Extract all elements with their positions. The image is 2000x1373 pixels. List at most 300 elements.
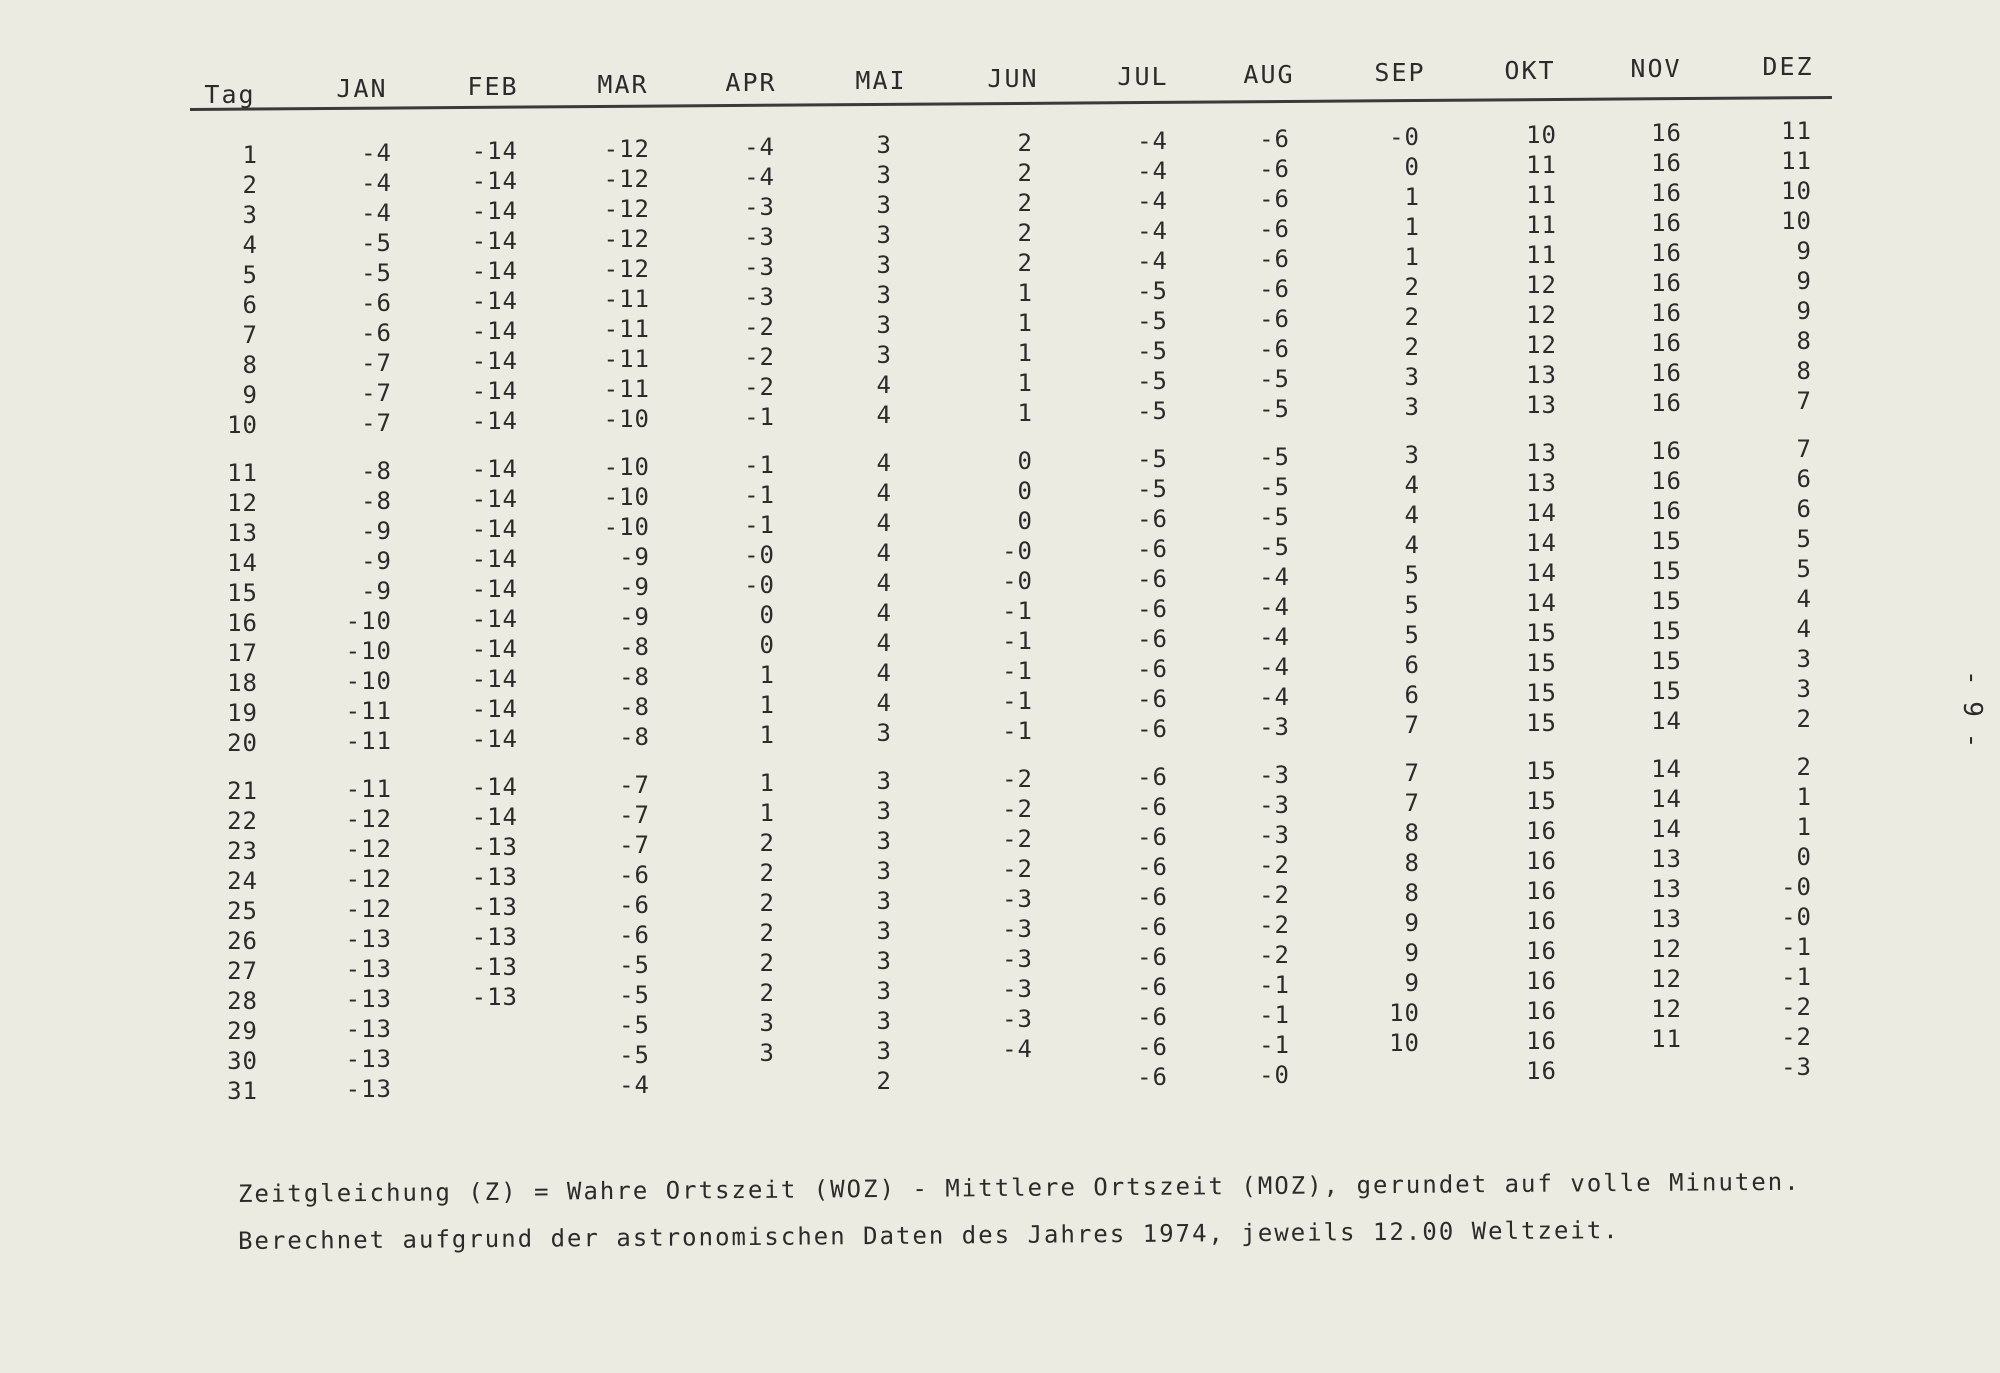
value-cell-sep: 2: [1404, 333, 1420, 361]
value-cell-jul: -6: [1137, 793, 1168, 821]
value-cell-okt: 15: [1526, 649, 1557, 677]
value-cell-jan: -4: [361, 199, 392, 227]
value-cell-aug: -2: [1259, 941, 1290, 969]
value-cell-okt: 16: [1526, 1057, 1557, 1085]
value-cell-jan: -13: [345, 1075, 392, 1103]
day-cell: 22: [227, 807, 258, 835]
value-cell-sep: 10: [1389, 1029, 1420, 1057]
value-cell-mar: -12: [603, 195, 650, 223]
value-cell-mar: -8: [619, 633, 650, 661]
value-cell-feb: -14: [471, 227, 518, 255]
value-cell-okt: 13: [1526, 439, 1557, 467]
value-cell-jan: -13: [345, 955, 392, 983]
value-cell-jun: -0: [1002, 537, 1033, 565]
value-cell-apr: -3: [744, 283, 775, 311]
value-cell-sep: 3: [1404, 441, 1420, 469]
value-cell-jun: -3: [1002, 915, 1033, 943]
day-cell: 30: [227, 1047, 258, 1075]
value-cell-mar: -8: [619, 723, 650, 751]
value-cell-mai: 3: [876, 311, 892, 339]
value-cell-dez: -2: [1781, 1023, 1812, 1051]
header-day: Tag: [204, 80, 256, 109]
value-cell-feb: -14: [471, 803, 518, 831]
value-cell-aug: -5: [1259, 365, 1290, 393]
value-cell-feb: -13: [471, 923, 518, 951]
value-cell-dez: 2: [1796, 753, 1812, 781]
value-cell-jul: -6: [1137, 943, 1168, 971]
value-cell-nov: 15: [1651, 587, 1682, 615]
value-cell-jan: -9: [361, 547, 392, 575]
value-cell-nov: 14: [1651, 785, 1682, 813]
value-cell-nov: 16: [1651, 437, 1682, 465]
value-cell-apr: 3: [759, 1009, 775, 1037]
value-cell-mai: 3: [876, 797, 892, 825]
value-cell-apr: 2: [759, 919, 775, 947]
value-cell-jan: -8: [361, 487, 392, 515]
day-cell: 21: [227, 777, 258, 805]
value-cell-mar: -11: [603, 315, 650, 343]
value-cell-mai: 4: [876, 629, 892, 657]
value-cell-mai: 3: [876, 251, 892, 279]
value-cell-jan: -12: [345, 865, 392, 893]
value-cell-mai: 4: [876, 539, 892, 567]
value-cell-jul: -6: [1137, 763, 1168, 791]
value-cell-feb: -14: [471, 695, 518, 723]
value-cell-aug: -6: [1259, 155, 1290, 183]
value-cell-jan: -11: [345, 727, 392, 755]
value-cell-apr: -4: [744, 133, 775, 161]
header-month-feb: FEB: [467, 72, 519, 101]
value-cell-dez: 4: [1796, 585, 1812, 613]
value-cell-apr: 1: [759, 721, 775, 749]
value-cell-dez: 3: [1796, 645, 1812, 673]
value-cell-sep: 7: [1404, 789, 1420, 817]
value-cell-mar: -6: [619, 891, 650, 919]
value-cell-okt: 15: [1526, 787, 1557, 815]
value-cell-mai: 4: [876, 569, 892, 597]
value-cell-mai: 3: [876, 767, 892, 795]
value-cell-jun: -1: [1002, 657, 1033, 685]
value-cell-apr: -2: [744, 373, 775, 401]
value-cell-apr: 0: [759, 631, 775, 659]
day-cell: 11: [227, 459, 258, 487]
value-cell-mai: 3: [876, 857, 892, 885]
value-cell-nov: 12: [1651, 935, 1682, 963]
value-cell-mai: 2: [876, 1067, 892, 1095]
day-cell: 9: [242, 381, 258, 409]
header-month-nov: NOV: [1630, 54, 1682, 83]
value-cell-dez: 8: [1796, 357, 1812, 385]
value-cell-okt: 13: [1526, 469, 1557, 497]
value-cell-jun: -3: [1002, 885, 1033, 913]
value-cell-mai: 3: [876, 719, 892, 747]
value-cell-aug: -6: [1259, 275, 1290, 303]
value-cell-mai: 3: [876, 191, 892, 219]
value-cell-aug: -6: [1259, 245, 1290, 273]
value-cell-okt: 12: [1526, 301, 1557, 329]
value-cell-mar: -6: [619, 921, 650, 949]
value-cell-okt: 15: [1526, 757, 1557, 785]
footnote-definition: Zeitgleichung (Z) = Wahre Ortszeit (WOZ) - Mittlere Ortszeit (MOZ), gerundet auf volle Minuten.: [237, 1167, 1801, 1208]
value-cell-jul: -6: [1137, 853, 1168, 881]
value-cell-sep: 2: [1404, 273, 1420, 301]
value-cell-mar: -10: [603, 483, 650, 511]
value-cell-aug: -5: [1259, 443, 1290, 471]
value-cell-okt: 13: [1526, 391, 1557, 419]
value-cell-mar: -12: [603, 165, 650, 193]
value-cell-mai: 3: [876, 281, 892, 309]
value-cell-jul: -4: [1137, 187, 1168, 215]
value-cell-mar: -12: [603, 135, 650, 163]
value-cell-aug: -2: [1259, 881, 1290, 909]
value-cell-jun: -1: [1002, 597, 1033, 625]
value-cell-okt: 11: [1526, 241, 1557, 269]
value-cell-okt: 16: [1526, 967, 1557, 995]
value-cell-nov: 16: [1651, 389, 1682, 417]
value-cell-aug: -2: [1259, 851, 1290, 879]
value-cell-sep: 3: [1404, 363, 1420, 391]
value-cell-apr: 1: [759, 769, 775, 797]
value-cell-dez: 6: [1796, 495, 1812, 523]
day-cell: 2: [242, 171, 258, 199]
value-cell-feb: -13: [471, 953, 518, 981]
value-cell-mar: -6: [619, 861, 650, 889]
value-cell-sep: 7: [1404, 711, 1420, 739]
value-cell-sep: 7: [1404, 759, 1420, 787]
header-month-jan: JAN: [336, 74, 388, 103]
value-cell-jul: -6: [1137, 1003, 1168, 1031]
value-cell-nov: 14: [1651, 707, 1682, 735]
value-cell-jul: -4: [1137, 217, 1168, 245]
value-cell-jul: -5: [1137, 397, 1168, 425]
value-cell-feb: -14: [471, 137, 518, 165]
day-cell: 29: [227, 1017, 258, 1045]
value-cell-feb: -14: [471, 167, 518, 195]
value-cell-jun: -3: [1002, 975, 1033, 1003]
value-cell-jan: -10: [345, 667, 392, 695]
day-cell: 16: [227, 609, 258, 637]
value-cell-feb: -14: [471, 197, 518, 225]
value-cell-jul: -6: [1137, 715, 1168, 743]
value-cell-jan: -5: [361, 229, 392, 257]
value-cell-mar: -9: [619, 603, 650, 631]
value-cell-sep: 5: [1404, 561, 1420, 589]
value-cell-jul: -6: [1137, 505, 1168, 533]
value-cell-sep: 0: [1404, 153, 1420, 181]
value-cell-nov: 12: [1651, 995, 1682, 1023]
value-cell-aug: -3: [1259, 791, 1290, 819]
value-cell-mar: -11: [603, 285, 650, 313]
day-cell: 14: [227, 549, 258, 577]
value-cell-mar: -7: [619, 801, 650, 829]
value-cell-dez: -2: [1781, 993, 1812, 1021]
value-cell-mai: 4: [876, 689, 892, 717]
value-cell-okt: 15: [1526, 619, 1557, 647]
value-cell-sep: 6: [1404, 651, 1420, 679]
value-cell-jul: -6: [1137, 595, 1168, 623]
value-cell-nov: 14: [1651, 815, 1682, 843]
value-cell-jan: -7: [361, 349, 392, 377]
table-footnote: [237, 1167, 1838, 1290]
value-cell-dez: 9: [1796, 267, 1812, 295]
value-cell-nov: 16: [1651, 359, 1682, 387]
value-cell-jan: -12: [345, 895, 392, 923]
value-cell-nov: 15: [1651, 617, 1682, 645]
value-cell-aug: -3: [1259, 821, 1290, 849]
value-cell-nov: 13: [1651, 875, 1682, 903]
value-cell-okt: 11: [1526, 151, 1557, 179]
value-cell-mai: 3: [876, 221, 892, 249]
value-cell-dez: 1: [1796, 813, 1812, 841]
value-cell-apr: -3: [744, 223, 775, 251]
value-cell-mar: -10: [603, 405, 650, 433]
day-cell: 23: [227, 837, 258, 865]
day-cell: 19: [227, 699, 258, 727]
value-cell-aug: -3: [1259, 713, 1290, 741]
value-cell-jan: -13: [345, 1045, 392, 1073]
value-cell-feb: -13: [471, 893, 518, 921]
value-cell-aug: -6: [1259, 335, 1290, 363]
value-cell-feb: -14: [471, 317, 518, 345]
day-cell: 4: [242, 231, 258, 259]
value-cell-aug: -6: [1259, 305, 1290, 333]
value-cell-aug: -6: [1259, 125, 1290, 153]
value-cell-jun: -1: [1002, 717, 1033, 745]
value-cell-mai: 4: [876, 479, 892, 507]
value-cell-sep: 1: [1404, 213, 1420, 241]
value-cell-jan: -12: [345, 835, 392, 863]
value-cell-dez: 1: [1796, 783, 1812, 811]
header-month-mai: MAI: [855, 66, 907, 95]
value-cell-mar: -10: [603, 513, 650, 541]
value-cell-nov: 13: [1651, 845, 1682, 873]
value-cell-aug: -3: [1259, 761, 1290, 789]
value-cell-aug: -2: [1259, 911, 1290, 939]
value-cell-apr: -4: [744, 163, 775, 191]
value-cell-dez: 11: [1781, 147, 1812, 175]
value-cell-mai: 3: [876, 131, 892, 159]
value-cell-jan: -7: [361, 409, 392, 437]
value-cell-apr: 2: [759, 979, 775, 1007]
value-cell-dez: 7: [1796, 387, 1812, 415]
value-cell-jan: -9: [361, 517, 392, 545]
value-cell-jul: -6: [1137, 565, 1168, 593]
value-cell-dez: -0: [1781, 873, 1812, 901]
value-cell-sep: 5: [1404, 621, 1420, 649]
value-cell-jun: -2: [1002, 825, 1033, 853]
value-cell-jul: -6: [1137, 913, 1168, 941]
value-cell-sep: 8: [1404, 849, 1420, 877]
value-cell-jul: -6: [1137, 655, 1168, 683]
value-cell-okt: 14: [1526, 589, 1557, 617]
value-cell-okt: 16: [1526, 847, 1557, 875]
value-cell-okt: 15: [1526, 679, 1557, 707]
value-cell-feb: -14: [471, 485, 518, 513]
day-cell: 25: [227, 897, 258, 925]
value-cell-nov: 15: [1651, 647, 1682, 675]
header-month-apr: APR: [725, 68, 777, 97]
value-cell-sep: 9: [1404, 909, 1420, 937]
value-cell-dez: -3: [1781, 1053, 1812, 1081]
value-cell-feb: -14: [471, 725, 518, 753]
value-cell-okt: 16: [1526, 997, 1557, 1025]
day-cell: 6: [242, 291, 258, 319]
value-cell-nov: 16: [1651, 329, 1682, 357]
value-cell-dez: -0: [1781, 903, 1812, 931]
value-cell-dez: -1: [1781, 933, 1812, 961]
value-cell-jul: -5: [1137, 367, 1168, 395]
day-cell: 18: [227, 669, 258, 697]
value-cell-jun: -3: [1002, 1005, 1033, 1033]
value-cell-sep: 10: [1389, 999, 1420, 1027]
value-cell-jan: -13: [345, 985, 392, 1013]
value-cell-mai: 3: [876, 917, 892, 945]
value-cell-aug: -4: [1259, 623, 1290, 651]
value-cell-okt: 16: [1526, 877, 1557, 905]
value-cell-aug: -1: [1259, 971, 1290, 999]
value-cell-nov: 16: [1651, 179, 1682, 207]
value-cell-jul: -6: [1137, 625, 1168, 653]
value-cell-jun: -2: [1002, 765, 1033, 793]
value-cell-mar: -12: [603, 255, 650, 283]
value-cell-okt: 15: [1526, 709, 1557, 737]
value-cell-feb: -14: [471, 257, 518, 285]
value-cell-jan: -7: [361, 379, 392, 407]
value-cell-feb: -14: [471, 575, 518, 603]
value-cell-feb: -14: [471, 515, 518, 543]
value-cell-sep: -0: [1389, 123, 1420, 151]
value-cell-mai: 3: [876, 947, 892, 975]
value-cell-feb: -14: [471, 347, 518, 375]
value-cell-dez: 10: [1781, 177, 1812, 205]
value-cell-aug: -1: [1259, 1001, 1290, 1029]
value-cell-dez: 2: [1796, 705, 1812, 733]
value-cell-jan: -12: [345, 805, 392, 833]
value-cell-jan: -4: [361, 139, 392, 167]
value-cell-jun: 0: [1017, 507, 1033, 535]
day-cell: 7: [242, 321, 258, 349]
value-cell-jun: 0: [1017, 447, 1033, 475]
value-cell-jun: 2: [1017, 189, 1033, 217]
value-cell-mai: 4: [876, 371, 892, 399]
value-cell-feb: -13: [471, 983, 518, 1011]
value-cell-feb: -14: [471, 377, 518, 405]
value-cell-nov: 16: [1651, 299, 1682, 327]
value-cell-dez: 11: [1781, 117, 1812, 145]
value-cell-feb: -14: [471, 455, 518, 483]
value-cell-okt: 14: [1526, 499, 1557, 527]
header-month-aug: AUG: [1243, 60, 1295, 89]
value-cell-aug: -5: [1259, 503, 1290, 531]
value-cell-okt: 12: [1526, 331, 1557, 359]
value-cell-okt: 14: [1526, 529, 1557, 557]
value-cell-jan: -13: [345, 925, 392, 953]
value-cell-feb: -13: [471, 833, 518, 861]
value-cell-mai: 4: [876, 509, 892, 537]
value-cell-aug: -5: [1259, 395, 1290, 423]
value-cell-mar: -9: [619, 573, 650, 601]
value-cell-nov: 15: [1651, 527, 1682, 555]
value-cell-jun: 1: [1017, 309, 1033, 337]
value-cell-jun: 1: [1017, 399, 1033, 427]
value-cell-sep: 5: [1404, 591, 1420, 619]
value-cell-nov: 14: [1651, 755, 1682, 783]
value-cell-sep: 8: [1404, 879, 1420, 907]
value-cell-mar: -8: [619, 693, 650, 721]
value-cell-apr: -2: [744, 343, 775, 371]
value-cell-mai: 3: [876, 161, 892, 189]
value-cell-apr: 0: [759, 601, 775, 629]
value-cell-dez: 5: [1796, 555, 1812, 583]
value-cell-nov: 16: [1651, 149, 1682, 177]
value-cell-jan: -11: [345, 697, 392, 725]
value-cell-nov: 16: [1651, 119, 1682, 147]
value-cell-mar: -8: [619, 663, 650, 691]
value-cell-nov: 16: [1651, 239, 1682, 267]
header-month-sep: SEP: [1374, 58, 1426, 87]
day-cell: 8: [242, 351, 258, 379]
value-cell-sep: 4: [1404, 501, 1420, 529]
value-cell-dez: 10: [1781, 207, 1812, 235]
day-cell: 13: [227, 519, 258, 547]
value-cell-mar: -9: [619, 543, 650, 571]
value-cell-jul: -6: [1137, 823, 1168, 851]
value-cell-jun: -1: [1002, 627, 1033, 655]
day-cell: 17: [227, 639, 258, 667]
day-cell: 12: [227, 489, 258, 517]
header-month-mar: MAR: [597, 70, 649, 99]
value-cell-jun: 2: [1017, 129, 1033, 157]
value-cell-mai: 3: [876, 341, 892, 369]
value-cell-apr: -0: [744, 541, 775, 569]
value-cell-sep: 6: [1404, 681, 1420, 709]
day-cell: 24: [227, 867, 258, 895]
value-cell-mar: -4: [619, 1071, 650, 1099]
value-cell-okt: 12: [1526, 271, 1557, 299]
value-cell-mai: 3: [876, 1007, 892, 1035]
value-cell-feb: -13: [471, 863, 518, 891]
value-cell-aug: -4: [1259, 653, 1290, 681]
value-cell-jun: -4: [1002, 1035, 1033, 1063]
day-cell: 3: [242, 201, 258, 229]
value-cell-jun: -2: [1002, 855, 1033, 883]
value-cell-feb: -14: [471, 605, 518, 633]
value-cell-mar: -12: [603, 225, 650, 253]
value-cell-jan: -8: [361, 457, 392, 485]
value-cell-nov: 16: [1651, 467, 1682, 495]
value-cell-nov: 13: [1651, 905, 1682, 933]
day-cell: 28: [227, 987, 258, 1015]
value-cell-jun: 0: [1017, 477, 1033, 505]
value-cell-mar: -10: [603, 453, 650, 481]
value-cell-aug: -1: [1259, 1031, 1290, 1059]
value-cell-jan: -5: [361, 259, 392, 287]
value-cell-apr: -1: [744, 451, 775, 479]
value-cell-apr: 1: [759, 799, 775, 827]
value-cell-jan: -10: [345, 607, 392, 635]
value-cell-nov: 12: [1651, 965, 1682, 993]
value-cell-jul: -6: [1137, 973, 1168, 1001]
value-cell-feb: -14: [471, 545, 518, 573]
value-cell-jul: -4: [1137, 127, 1168, 155]
value-cell-jun: 1: [1017, 369, 1033, 397]
value-cell-jul: -5: [1137, 337, 1168, 365]
day-cell: 10: [227, 411, 258, 439]
value-cell-sep: 1: [1404, 243, 1420, 271]
day-cell: 26: [227, 927, 258, 955]
value-cell-okt: 14: [1526, 559, 1557, 587]
value-cell-mar: -11: [603, 375, 650, 403]
